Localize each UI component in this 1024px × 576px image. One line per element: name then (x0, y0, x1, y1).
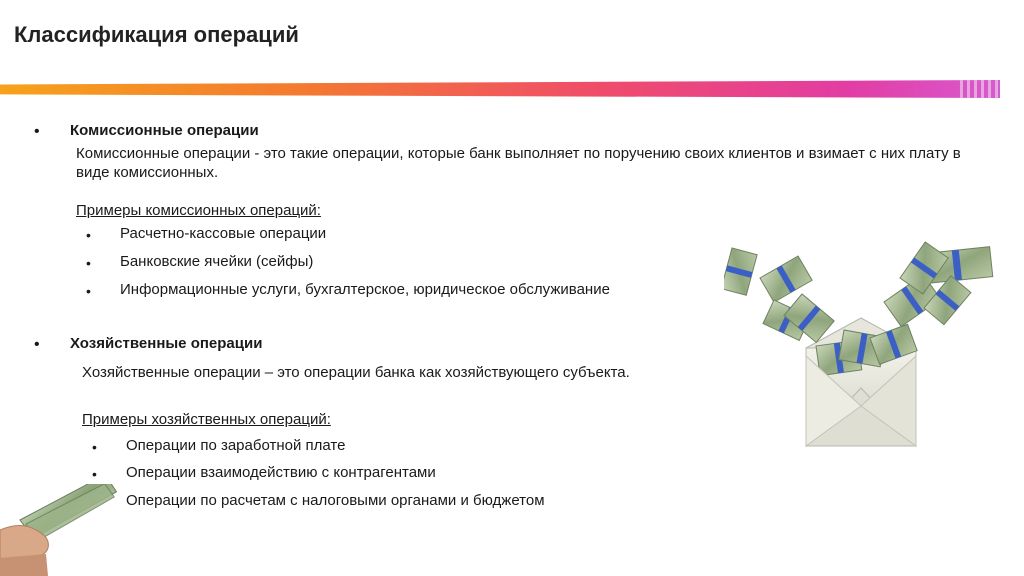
section2-example-bullet: • (92, 439, 97, 455)
section1-example-item: Банковские ячейки (сейфы) (120, 253, 314, 270)
section1-heading: Комиссионные операции (70, 122, 259, 139)
section2-heading: Хозяйственные операции (70, 335, 263, 352)
section2-example-item: Операции по заработной плате (126, 437, 346, 454)
section2-example-item: Операции по расчетам с налоговыми органами и бюджетом (126, 492, 545, 509)
section1-example-item: Информационные услуги, бухгалтерское, юридическое обслуживание (120, 281, 610, 298)
section1-example-bullet: • (86, 283, 91, 299)
section2-bullet: • (34, 336, 40, 353)
section1-example-item: Расчетно-кассовые операции (120, 225, 327, 242)
section2-definition: Хозяйственные операции – это операции банка как хозяйствующего субъекта. (82, 364, 630, 381)
stripe-dotted-end (960, 80, 1000, 98)
section1-examples-title: Примеры комиссионных операций: (76, 202, 321, 219)
envelope-with-money-icon (724, 238, 1014, 450)
section1-bullet: • (34, 123, 40, 140)
section2-examples-title: Примеры хозяйственных операций: (82, 411, 331, 428)
decorative-gradient-stripe (0, 80, 1000, 98)
section1-example-bullet: • (86, 227, 91, 243)
hand-holding-money-icon (0, 484, 130, 576)
section1-definition: Комиссионные операции - это такие операции, которые банк выполняет по поручению своих клиентов и взимает с них плату в виде комиссионных. (76, 145, 961, 181)
slide-title: Классификация операций (14, 22, 299, 47)
section2-example-bullet: • (92, 466, 97, 482)
section1-example-bullet: • (86, 255, 91, 271)
section2-example-item: Операции взаимодействию с контрагентами (126, 464, 436, 481)
